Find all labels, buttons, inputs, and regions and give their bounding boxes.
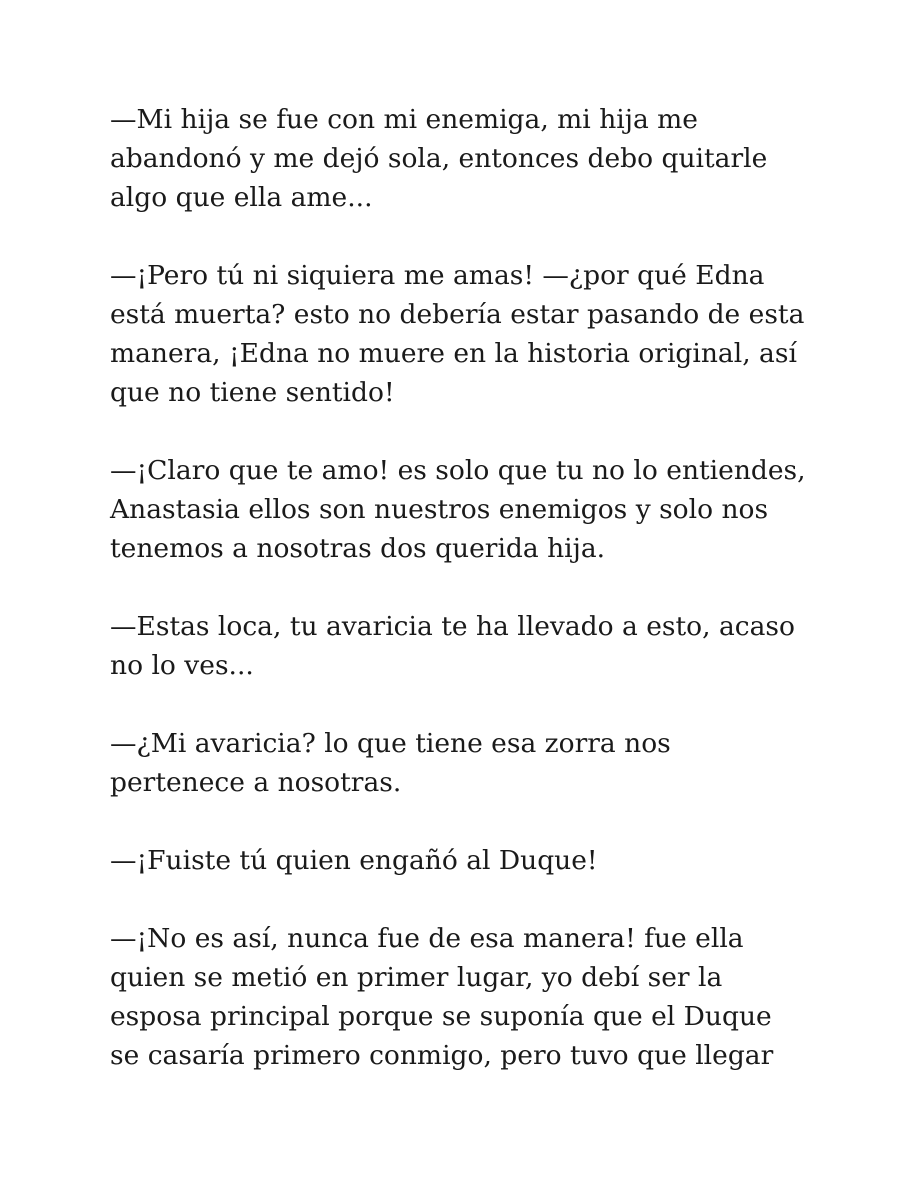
text-line: —¿Mi avaricia? lo que tiene esa zorra nos [110,728,671,759]
text-line: —¡No es así, nunca fue de esa manera! fue ella [110,923,744,954]
text-line: está muerta? esto no debería estar pasando de esta [110,299,805,330]
paragraph-1 [110,100,810,217]
text-line: —Estas loca, tu avaricia te ha llevado a esto, acaso [110,611,795,642]
text-line: —¡Fuiste tú quien engañó al Duque! [110,845,598,876]
paragraph-7 [110,919,810,1075]
text-line: quien se metió en primer lugar, yo debí ser la [110,962,723,993]
text-line: algo que ella ame... [110,182,373,213]
text-line: abandonó y me dejó sola, entonces debo quitarle [110,143,768,174]
paragraph-3 [110,451,810,568]
paragraph-4 [110,607,810,685]
text-line: esposa principal porque se suponía que el Duque [110,1001,772,1032]
document-page [110,100,810,1114]
text-line: no lo ves... [110,650,254,681]
text-line: que no tiene sentido! [110,377,395,408]
paragraph-2 [110,256,810,412]
text-line: —¡Pero tú ni siquiera me amas! —¿por qué Edna [110,260,765,291]
text-line: pertenece a nosotras. [110,767,402,798]
paragraph-5 [110,724,810,802]
text-line: —Mi hija se fue con mi enemiga, mi hija me [110,104,698,135]
text-line: —¡Claro que te amo! es solo que tu no lo entiendes, [110,455,806,486]
text-line: manera, ¡Edna no muere en la historia original, así [110,338,797,369]
text-line: se casaría primero conmigo, pero tuvo que llegar [110,1040,774,1071]
text-line: Anastasia ellos son nuestros enemigos y solo nos [110,494,769,525]
paragraph-6 [110,841,810,880]
text-line: tenemos a nosotras dos querida hija. [110,533,606,564]
